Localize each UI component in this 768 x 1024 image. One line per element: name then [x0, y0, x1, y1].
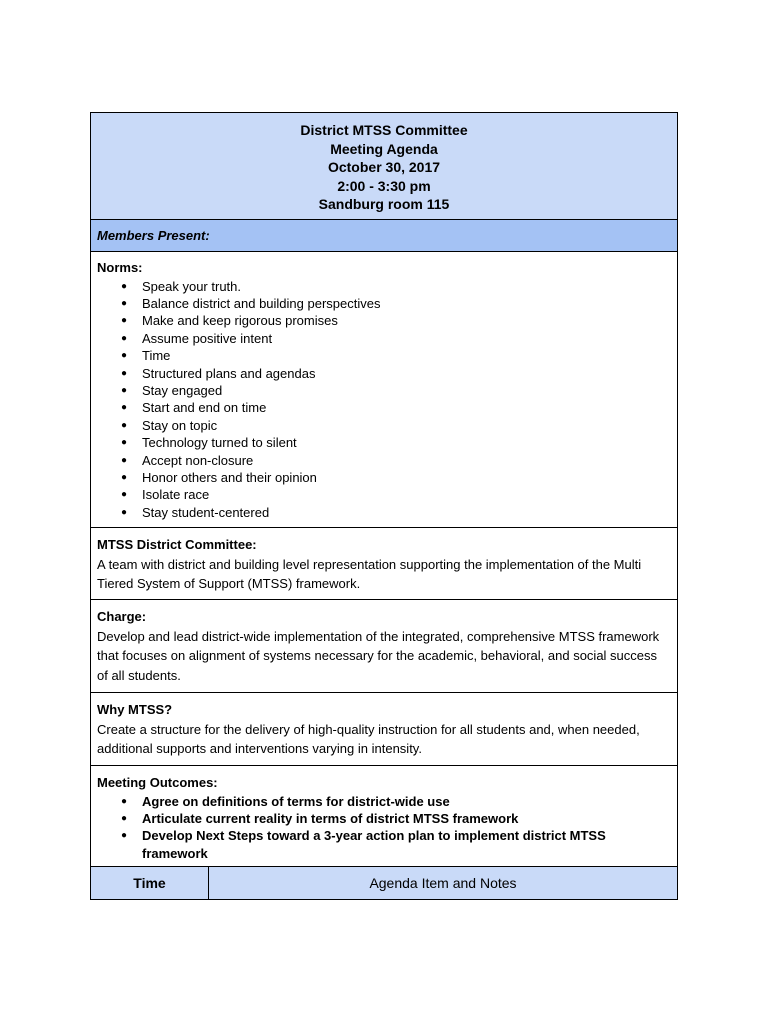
list-item: ● Structured plans and agendas — [97, 365, 671, 382]
agenda-header — [91, 113, 677, 220]
list-item: ● Assume positive intent — [97, 330, 671, 347]
list-item: ● Honor others and their opinion — [97, 469, 671, 486]
meeting-date: October 30, 2017 — [327, 159, 441, 175]
committee-title: District MTSS Committee — [300, 122, 468, 138]
agenda-subtitle: Meeting Agenda — [330, 140, 438, 157]
meeting-location: Sandburg room 115 — [318, 196, 450, 212]
list-item: ● Accept non-closure — [97, 452, 671, 469]
norms-list — [97, 278, 671, 522]
norms-label: Norms: — [97, 260, 143, 275]
list-item: ● Articulate current reality in terms of district MTSS framework — [97, 810, 671, 827]
list-item: ● Stay engaged — [97, 382, 671, 399]
list-item: ● Develop Next Steps toward a 3-year action plan to implement district MTSS framework — [97, 827, 671, 862]
list-item: ● Time — [97, 347, 671, 364]
why-mtss-label: Why MTSS? — [97, 702, 173, 717]
agenda-table-header — [91, 867, 677, 899]
list-item: ● Make and keep rigorous promises — [97, 312, 671, 329]
why-mtss-section — [91, 693, 677, 766]
agenda-document — [90, 112, 678, 900]
meeting-outcomes-section — [91, 766, 677, 867]
members-present-row — [91, 220, 677, 252]
committee-section — [91, 528, 677, 600]
agenda-item-column-header: Agenda Item and Notes — [369, 875, 517, 891]
norms-section — [91, 252, 677, 528]
list-item: ● Stay on topic — [97, 417, 671, 434]
list-item: ● Technology turned to silent — [97, 434, 671, 451]
list-item: ● Agree on definitions of terms for district-wide use — [97, 793, 671, 810]
charge-text: Develop and lead district-wide implementation of the integrated, comprehensive MTSS framework that focuses on alignment of systems necessary for the academic, behavioral, and social success of all students. — [97, 628, 660, 683]
outcomes-list — [97, 793, 671, 863]
meeting-time: 2:00 - 3:30 pm — [337, 177, 431, 194]
committee-text: A team with district and building level representation supporting the implementation of the Multi Tiered System of Support (MTSS) framework. — [97, 556, 642, 591]
list-item: ● Stay student-centered — [97, 504, 671, 521]
members-present-label: Members Present: — [97, 228, 210, 243]
committee-label: MTSS District Committee: — [97, 537, 257, 552]
why-mtss-text: Create a structure for the delivery of high-quality instruction for all students and, when needed, additional supports and interventions varying in intensity. — [97, 721, 640, 756]
list-item: ● Balance district and building perspectives — [97, 295, 671, 312]
list-item: ● Speak your truth. — [97, 278, 671, 295]
meeting-outcomes-label: Meeting Outcomes: — [97, 775, 218, 790]
charge-label: Charge: — [97, 609, 147, 624]
list-item: ● Start and end on time — [97, 399, 671, 416]
time-column-header: Time — [91, 867, 209, 899]
list-item: ● Isolate race — [97, 486, 671, 503]
charge-section — [91, 600, 677, 693]
